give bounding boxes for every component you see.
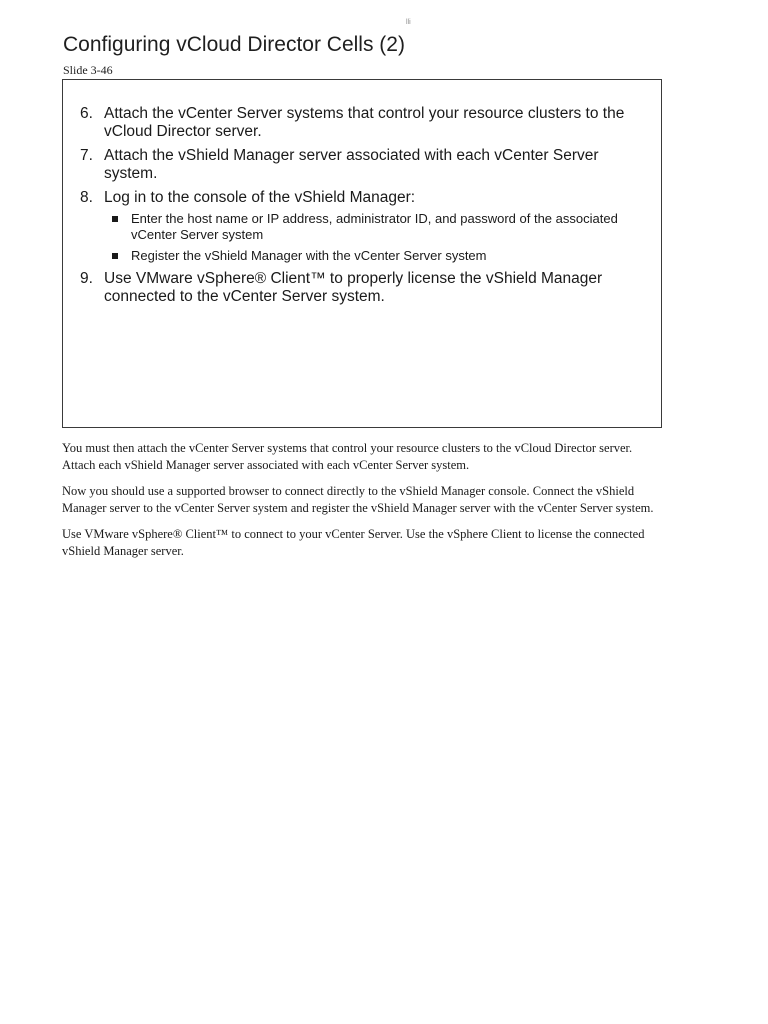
- page-corner-mark: lli: [406, 19, 411, 26]
- step-number: 6.: [80, 105, 93, 122]
- bullet-text: Enter the host name or IP address, administrator ID, and password of the associated vCenter Server system: [131, 211, 618, 242]
- notes-paragraph: You must then attach the vCenter Server systems that control your resource clusters to the vCloud Director server. Attach each vShield Manager server associated with each vCenter Server system.: [62, 441, 633, 472]
- step-number: 7.: [80, 147, 93, 164]
- square-bullet-icon: [112, 253, 118, 259]
- notes-paragraph: Use VMware vSphere® Client™ to connect to your vCenter Server. Use the vSphere Client to license the connected vShield Manager server.: [62, 527, 645, 558]
- step-text: Attach the vShield Manager server associated with each vCenter Server system.: [104, 147, 599, 182]
- bullet-text: Register the vShield Manager with the vCenter Server system: [131, 248, 487, 263]
- step-7: [76, 147, 651, 183]
- step-text: Log in to the console of the vShield Manager:: [104, 189, 416, 206]
- slide-number: Slide 3-46: [63, 63, 113, 77]
- speaker-notes: [62, 440, 662, 569]
- notes-paragraph: Now you should use a supported browser to connect directly to the vShield Manager console. Connect the vShield Manager server to the vCenter Server system and register the vShield Manager server with the vCenter Server system.: [62, 484, 654, 515]
- step-6: [76, 105, 651, 141]
- step-8: [76, 189, 651, 264]
- step-text: Attach the vCenter Server systems that control your resource clusters to the vCloud Director server.: [104, 105, 625, 140]
- step-number: 9.: [80, 270, 93, 287]
- step-number: 8.: [80, 189, 93, 206]
- slide-steps-list: [76, 105, 651, 312]
- bullet-item: [104, 248, 651, 264]
- bullet-item: [104, 211, 651, 243]
- page-title: Configuring vCloud Director Cells (2): [63, 33, 405, 56]
- step-9: [76, 270, 651, 306]
- step-8-bullets: [104, 211, 651, 264]
- square-bullet-icon: [112, 216, 118, 222]
- step-text: Use VMware vSphere® Client™ to properly license the vShield Manager connected to the vCenter Server system.: [104, 270, 603, 305]
